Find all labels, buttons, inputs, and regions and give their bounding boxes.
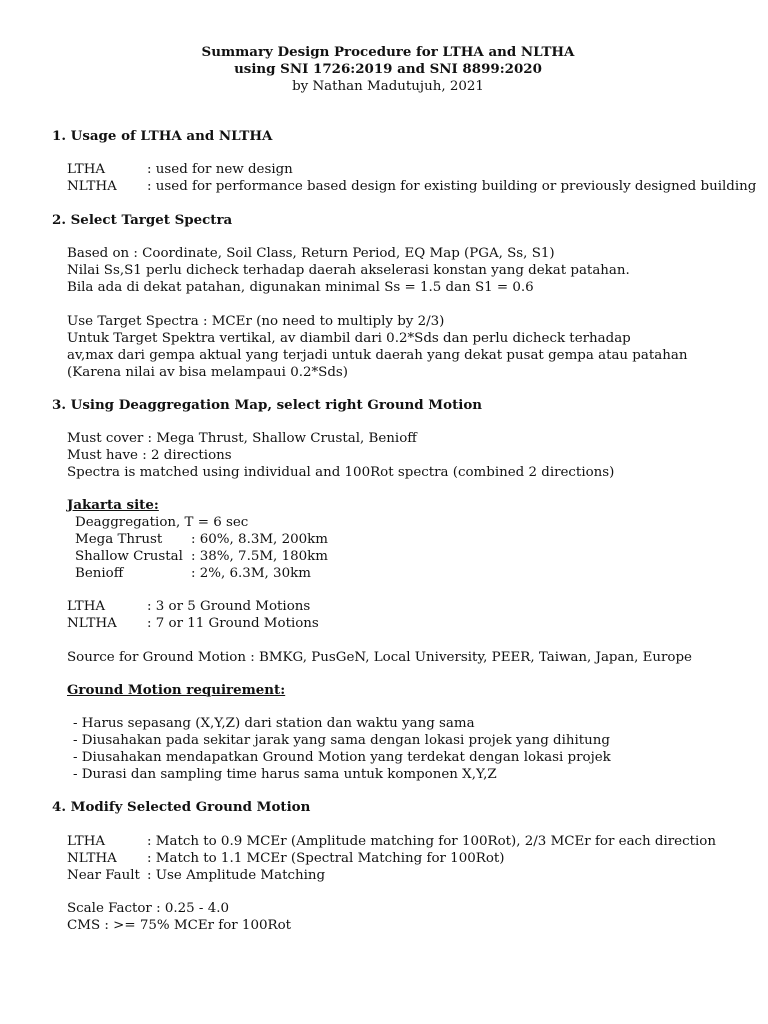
s3-para-2: Must have : 2 directions — [67, 448, 232, 463]
requirement-item: - Harus sepasang (X,Y,Z) dari station dan waktu yang sama — [73, 716, 475, 731]
row-text: : Use Amplitude Matching — [147, 868, 326, 883]
s2-para-2: Nilai Ss,S1 perlu dicheck terhadap daerah akselerasi konstan yang dekat patahan. — [67, 263, 630, 278]
row-label: NLTHA — [67, 616, 117, 631]
row-label: NLTHA — [67, 179, 117, 194]
row-text: : 7 or 11 Ground Motions — [147, 616, 319, 631]
row-label: Near Fault — [67, 868, 140, 883]
row-label: Benioff — [75, 566, 124, 581]
row-label: NLTHA — [67, 851, 117, 866]
section-3-heading: 3. Using Deaggregation Map, select right Ground Motion — [52, 397, 483, 413]
deagg-row-shallow-crustal — [75, 548, 328, 565]
row-label: Mega Thrust — [75, 532, 163, 547]
row-text: : 60%, 8.3M, 200km — [191, 532, 328, 547]
row-label: LTHA — [67, 834, 106, 849]
s2-para-1: Based on : Coordinate, Soil Class, Return Period, EQ Map (PGA, Ss, S1) — [67, 246, 555, 261]
section-4-heading: 4. Modify Selected Ground Motion — [52, 799, 311, 815]
deaggregation-label: Deaggregation, T = 6 sec — [75, 515, 249, 530]
s4-row-near-fault — [67, 867, 325, 884]
s1-row-ltha — [67, 161, 293, 178]
s3-para-1: Must cover : Mega Thrust, Shallow Crustal, Benioff — [67, 431, 417, 446]
s4-row-nltha — [67, 850, 504, 867]
section-2-heading: 2. Select Target Spectra — [52, 212, 233, 228]
row-label: LTHA — [67, 162, 106, 177]
row-text: : Match to 1.1 MCEr (Spectral Matching for 100Rot) — [147, 851, 505, 866]
s2-para-3: Bila ada di dekat patahan, digunakan minimal Ss = 1.5 dan S1 = 0.6 — [67, 280, 534, 295]
row-text: : used for new design — [147, 162, 293, 177]
deagg-row-mega-thrust — [75, 531, 328, 548]
gm-row-nltha — [67, 615, 319, 632]
gm-requirement-title: Ground Motion requirement: — [67, 682, 286, 698]
row-text: : 3 or 5 Ground Motions — [147, 599, 311, 614]
doc-subtitle: using SNI 1726:2019 and SNI 8899:2020 — [234, 61, 542, 77]
s2-para-6: av,max dari gempa aktual yang terjadi untuk daerah yang dekat pusat gempa atau patahan — [67, 348, 688, 363]
s4-row-ltha — [67, 833, 716, 850]
s3-para-3: Spectra is matched using individual and 100Rot spectra (combined 2 directions) — [67, 465, 615, 480]
cms-requirement: CMS : >= 75% MCEr for 100Rot — [67, 918, 292, 933]
row-text: : used for performance based design for existing building or previously designed building — [147, 179, 757, 194]
s2-para-7: (Karena nilai av bisa melampaui 0.2*Sds) — [67, 365, 349, 380]
s2-para-5: Untuk Target Spektra vertikal, av diambil dari 0.2*Sds dan perlu dicheck terhadap — [67, 331, 631, 346]
row-text: : 38%, 7.5M, 180km — [191, 549, 328, 564]
doc-author: by Nathan Madutujuh, 2021 — [292, 79, 484, 94]
section-1-heading: 1. Usage of LTHA and NLTHA — [52, 128, 273, 144]
row-label: LTHA — [67, 599, 106, 614]
doc-title: Summary Design Procedure for LTHA and NLTHA — [201, 44, 575, 60]
s1-row-nltha — [67, 178, 756, 195]
gm-row-ltha — [67, 598, 310, 615]
scale-factor: Scale Factor : 0.25 - 4.0 — [67, 901, 230, 916]
requirement-item: - Diusahakan mendapatkan Ground Motion yang terdekat dengan lokasi projek — [73, 750, 611, 765]
jakarta-site-title: Jakarta site: — [67, 497, 159, 513]
ground-motion-source: Source for Ground Motion : BMKG, PusGeN, Local University, PEER, Taiwan, Japan, Europe — [67, 650, 692, 665]
row-label: Shallow Crustal — [75, 549, 183, 564]
s2-para-4: Use Target Spectra : MCEr (no need to multiply by 2/3) — [67, 314, 445, 329]
requirement-item: - Diusahakan pada sekitar jarak yang sama dengan lokasi projek yang dihitung — [73, 733, 610, 748]
row-text: : Match to 0.9 MCEr (Amplitude matching for 100Rot), 2/3 MCEr for each direction — [147, 834, 716, 849]
deagg-row-benioff — [75, 565, 311, 582]
requirement-item: - Durasi dan sampling time harus sama untuk komponen X,Y,Z — [73, 767, 497, 782]
row-text: : 2%, 6.3M, 30km — [191, 566, 311, 581]
